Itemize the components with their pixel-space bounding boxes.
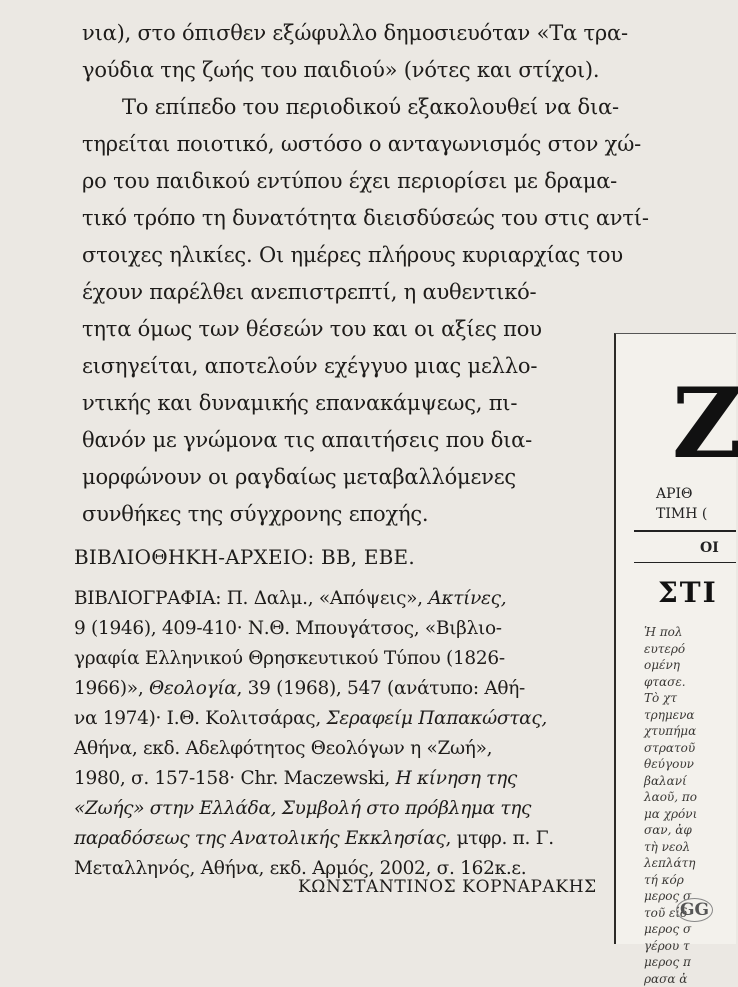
body-line: τητα όμως των θέσεών του και οι αξίες που [82,317,542,341]
clipping-text: Ἡ πολ ευτερό ομένη φτασε. Τὸ χτ τρημενα χτυπήμα στρατοῦ θεύγουν βαλανί λαοῦ, πο μα χρόνι σαν, ἀφ τὴ νεολ λεπλάτη τή κόρ μερος σ τοῦ εἱδ μερος σ γέρου τ μερος π ρασα ἀ [644,625,698,986]
newspaper-clipping [614,333,738,986]
biblio-line: Μεταλληνός, Αθήνα, εκδ. Αρμός, 2002, σ. 162κ.ε. [74,858,527,879]
archive-line: ΒΙΒΛΙΟΘΗΚΗ-ΑΡΧΕΙΟ: ΒΒ, ΕΒΕ. [74,545,415,569]
author-signature: ΚΩΝΣΤΑΝΤΙΝΟΣ ΚΟΡΝΑΡΑΚΗΣ [298,877,597,897]
biblio-line: 9 (1946), 409-410· Ν.Θ. Μπουγάτσος, «Βιβλιο- [74,618,502,639]
biblio-line: 1980, σ. 157-158· Chr. Maczewski, Η κίνηση της [74,768,517,789]
body-line: ρο του παιδικού εντύπου έχει περιορίσει με δραμα- [82,169,618,193]
scanner-watermark: GG [676,898,713,922]
body-line: ντικής και δυναμικής επανακάμψεως, πι- [82,391,518,415]
biblio-line: να 1974)· Ι.Θ. Κολιτσάρας, Σεραφείμ Παπακώστας, [74,708,547,729]
body-line: τικό τρόπο τη δυνατότητα διεισδύσεώς του στις αντί- [82,206,649,230]
clipping-rule [634,530,736,532]
body-line: θανόν με γνώμονα τις απαιτήσεις που δια- [82,428,533,452]
clipping-headline: ΣΤΙ [658,576,718,609]
body-line: μορφώνουν οι ραγδαίως μεταβαλλόμενες [82,465,516,489]
biblio-line: Αθήνα, εκδ. Αδελφότητος Θεολόγων η «Ζωή», [74,738,493,759]
biblio-line: ΒΙΒΛΙΟΓΡΑΦΙΑ: Π. Δαλμ., «Απόψεις», Ακτίνες, [74,588,507,609]
body-line: γούδια της ζωής του παιδιού» (νότες και στίχοι). [82,58,600,82]
biblio-line: «Ζωής» στην Ελλάδα, Συμβολή στο πρόβλημα της [74,798,532,819]
clipping-issue-label: ΑΡΙΘ [656,486,693,502]
clipping-rule [634,562,736,563]
body-line: συνθήκες της σύγχρονης εποχής. [82,502,429,526]
clipping-price-label: ΤΙΜΗ ( [656,506,708,522]
body-line: έχουν παρέλθει ανεπιστρεπτί, η αυθεντικό- [82,280,537,304]
biblio-line: γραφία Ελληνικού Θρησκευτικού Τύπου (1826- [74,648,505,669]
body-line: στοιχες ηλικίες. Οι ημέρες πλήρους κυριαρχίας του [82,243,623,267]
body-line: νια), στο όπισθεν εξώφυλλο δημοσιευόταν «Τα τρα- [82,21,628,45]
body-line: εισηγείται, αποτελούν εχέγγυο μιας μελλο- [82,354,538,378]
body-line: τηρείται ποιοτικό, ωστόσο ο ανταγωνισμός στον χώ- [82,132,642,156]
clipping-section-label: ΟΙ [700,540,719,556]
body-line-paragraph-start: Το επίπεδο του περιοδικού εξακολουθεί να δια- [122,95,619,119]
biblio-line: 1966)», Θεολογία, 39 (1968), 547 (ανάτυπο: Αθή- [74,678,526,699]
clipping-masthead: Z [672,367,738,480]
biblio-line: παραδόσεως της Ανατολικής Εκκλησίας, μτφρ. π. Γ. [74,828,554,849]
